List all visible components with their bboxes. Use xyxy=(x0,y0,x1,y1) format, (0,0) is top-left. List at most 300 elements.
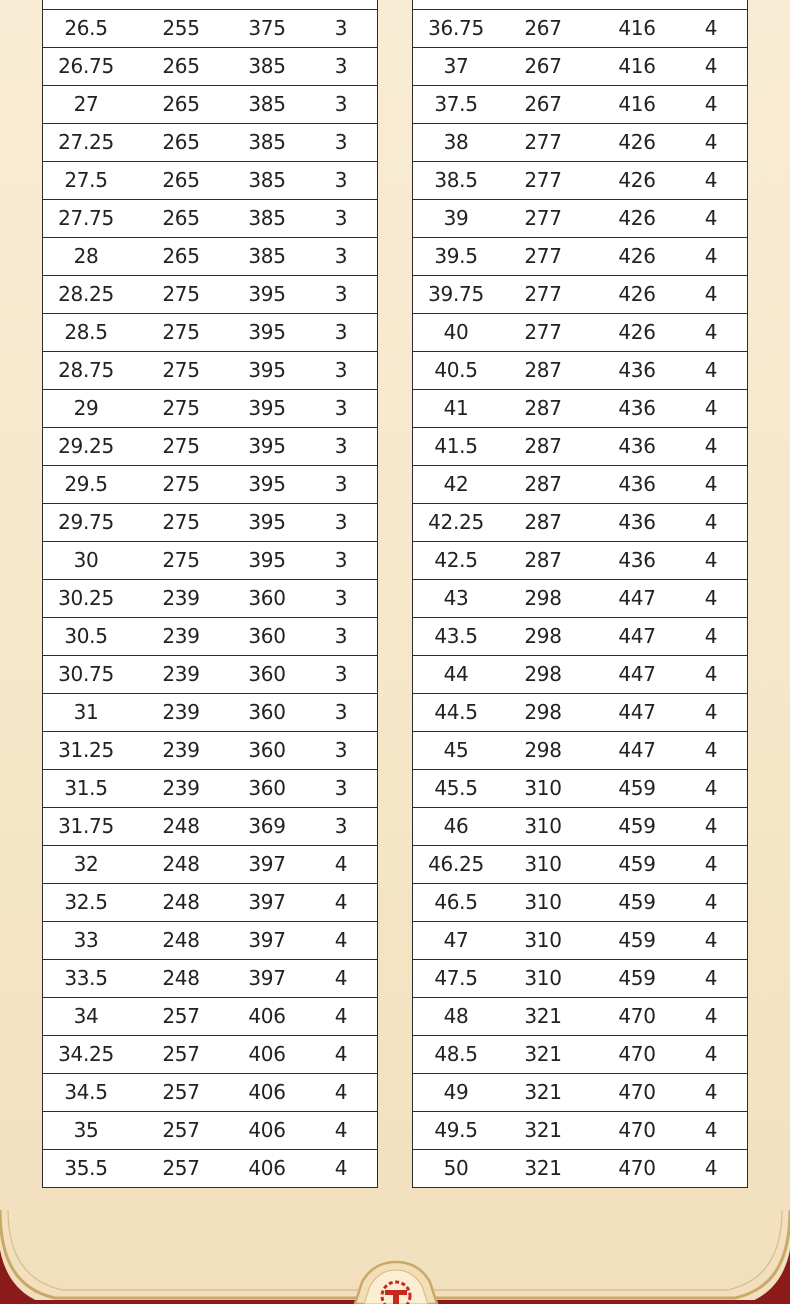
table-row xyxy=(413,883,747,921)
table-cell: 395 xyxy=(248,358,286,382)
table-cell: 447 xyxy=(618,738,656,762)
table-cell: 4 xyxy=(334,890,348,914)
table-cell: 3 xyxy=(334,776,348,800)
table-row xyxy=(413,541,747,579)
table-cell: 42.25 xyxy=(428,510,484,534)
table-cell: 3 xyxy=(334,662,348,686)
table-cell: 275 xyxy=(162,396,200,420)
table-cell: 385 xyxy=(248,168,286,192)
table-cell: 321 xyxy=(524,1042,562,1066)
table-cell: 257 xyxy=(162,1118,200,1142)
table-cell: 40 xyxy=(443,320,469,344)
table-cell: 257 xyxy=(162,1080,200,1104)
table-row xyxy=(413,959,747,997)
table-cell: 30.75 xyxy=(58,662,114,686)
table-cell: 47 xyxy=(443,928,469,952)
table-cell: 265 xyxy=(162,130,200,154)
table-row xyxy=(43,769,377,807)
table-cell: 277 xyxy=(524,206,562,230)
table-cell: 298 xyxy=(524,738,562,762)
table-cell: 426 xyxy=(618,130,656,154)
table-row xyxy=(413,655,747,693)
table-row xyxy=(413,351,747,389)
table-cell: 4 xyxy=(334,1080,348,1104)
table-cell: 426 xyxy=(618,168,656,192)
table-cell: 436 xyxy=(618,396,656,420)
table-cell: 416 xyxy=(618,16,656,40)
table-cell: 395 xyxy=(248,472,286,496)
table-cell: 447 xyxy=(618,624,656,648)
table-cell: 4 xyxy=(704,586,718,610)
table-cell: 3 xyxy=(334,130,348,154)
table-cell: 44.5 xyxy=(434,700,478,724)
table-cell: 239 xyxy=(162,624,200,648)
table-cell: 265 xyxy=(162,54,200,78)
table-cell: 248 xyxy=(162,814,200,838)
table-row xyxy=(413,617,747,655)
table-row xyxy=(43,617,377,655)
table-row xyxy=(43,883,377,921)
table-row xyxy=(413,807,747,845)
table-cell: 459 xyxy=(618,966,656,990)
table-cell: 470 xyxy=(618,1004,656,1028)
table-row xyxy=(43,1073,377,1111)
table-cell: 275 xyxy=(162,548,200,572)
table-cell: 436 xyxy=(618,358,656,382)
table-cell: 37.5 xyxy=(434,92,478,116)
table-cell: 4 xyxy=(704,776,718,800)
table-row xyxy=(413,921,747,959)
table-cell: 48 xyxy=(443,1004,469,1028)
table-cell: 31.5 xyxy=(64,776,108,800)
table-row xyxy=(43,921,377,959)
table-cell: 26.5 xyxy=(64,16,108,40)
table-row xyxy=(413,1035,747,1073)
table-cell: 385 xyxy=(248,54,286,78)
table-cell: 4 xyxy=(334,852,348,876)
table-cell: 277 xyxy=(524,320,562,344)
table-cell: 406 xyxy=(248,1156,286,1180)
table-cell: 459 xyxy=(618,776,656,800)
table-cell: 397 xyxy=(248,966,286,990)
table-cell: 459 xyxy=(618,852,656,876)
table-cell: 470 xyxy=(618,1080,656,1104)
table-cell: 321 xyxy=(524,1156,562,1180)
table-cell: 397 xyxy=(248,928,286,952)
table-cell: 4 xyxy=(704,662,718,686)
table-cell: 447 xyxy=(618,700,656,724)
table-cell: 27.5 xyxy=(64,168,108,192)
table-cell: 3 xyxy=(334,244,348,268)
table-row xyxy=(43,85,377,123)
table-cell: 239 xyxy=(162,776,200,800)
table-cell: 406 xyxy=(248,1080,286,1104)
table-cell: 248 xyxy=(162,966,200,990)
table-row xyxy=(43,389,377,427)
table-cell: 310 xyxy=(524,852,562,876)
table-row xyxy=(413,161,747,199)
table-cell: 395 xyxy=(248,282,286,306)
table-cell: 265 xyxy=(162,206,200,230)
table-cell: 39 xyxy=(443,206,469,230)
table-cell: 287 xyxy=(524,396,562,420)
table-cell: 4 xyxy=(704,16,718,40)
table-row xyxy=(43,9,377,47)
table-cell: 257 xyxy=(162,1004,200,1028)
table-cell: 4 xyxy=(704,1080,718,1104)
table-cell: 385 xyxy=(248,130,286,154)
table-cell: 275 xyxy=(162,358,200,382)
table-cell: 287 xyxy=(524,358,562,382)
table-cell: 267 xyxy=(524,16,562,40)
size-table-left xyxy=(42,0,378,1188)
table-cell: 3 xyxy=(334,700,348,724)
table-cell: 30 xyxy=(73,548,99,572)
table-cell: 321 xyxy=(524,1118,562,1142)
table-cell: 385 xyxy=(248,244,286,268)
table-cell: 35.5 xyxy=(64,1156,108,1180)
table-row xyxy=(413,9,747,47)
table-row xyxy=(413,503,747,541)
table-row xyxy=(43,123,377,161)
table-row xyxy=(413,845,747,883)
table-row xyxy=(43,655,377,693)
table-cell: 4 xyxy=(704,1118,718,1142)
table-cell: 277 xyxy=(524,244,562,268)
table-cell: 447 xyxy=(618,662,656,686)
table-cell: 34.5 xyxy=(64,1080,108,1104)
table-cell: 3 xyxy=(334,92,348,116)
size-table-right xyxy=(412,0,748,1188)
table-cell: 267 xyxy=(524,54,562,78)
table-cell: 39.5 xyxy=(434,244,478,268)
table-row xyxy=(43,199,377,237)
table-cell: 34 xyxy=(73,1004,99,1028)
table-cell: 27.25 xyxy=(58,130,114,154)
table-cell: 4 xyxy=(334,1042,348,1066)
table-cell: 4 xyxy=(704,206,718,230)
table-cell: 4 xyxy=(704,396,718,420)
table-row xyxy=(43,237,377,275)
table-cell: 360 xyxy=(248,586,286,610)
table-cell: 46.5 xyxy=(434,890,478,914)
table-cell: 257 xyxy=(162,1042,200,1066)
table-cell: 29.75 xyxy=(58,510,114,534)
table-cell: 239 xyxy=(162,586,200,610)
table-cell: 48.5 xyxy=(434,1042,478,1066)
table-cell: 3 xyxy=(334,282,348,306)
table-cell: 50 xyxy=(443,1156,469,1180)
table-cell: 3 xyxy=(334,320,348,344)
table-cell: 49 xyxy=(443,1080,469,1104)
table-cell: 4 xyxy=(704,168,718,192)
table-cell: 3 xyxy=(334,472,348,496)
table-cell: 275 xyxy=(162,282,200,306)
table-cell: 3 xyxy=(334,738,348,762)
table-cell: 275 xyxy=(162,472,200,496)
table-cell: 3 xyxy=(334,548,348,572)
table-cell: 40.5 xyxy=(434,358,478,382)
table-cell: 470 xyxy=(618,1156,656,1180)
table-row xyxy=(413,997,747,1035)
table-cell: 395 xyxy=(248,548,286,572)
table-cell: 4 xyxy=(704,548,718,572)
table-cell: 38.5 xyxy=(434,168,478,192)
table-cell: 4 xyxy=(704,890,718,914)
table-cell: 395 xyxy=(248,396,286,420)
table-cell: 47.5 xyxy=(434,966,478,990)
decorative-frame xyxy=(0,1180,790,1304)
table-cell: 4 xyxy=(704,320,718,344)
table-cell: 426 xyxy=(618,244,656,268)
table-cell: 310 xyxy=(524,966,562,990)
table-top-edge xyxy=(43,0,377,9)
table-cell: 406 xyxy=(248,1042,286,1066)
table-row xyxy=(413,1111,747,1149)
table-cell: 275 xyxy=(162,434,200,458)
table-cell: 385 xyxy=(248,92,286,116)
table-cell: 248 xyxy=(162,890,200,914)
table-cell: 3 xyxy=(334,510,348,534)
table-cell: 298 xyxy=(524,624,562,648)
table-cell: 4 xyxy=(704,1156,718,1180)
table-cell: 3 xyxy=(334,624,348,648)
table-cell: 4 xyxy=(334,1118,348,1142)
table-row xyxy=(413,731,747,769)
table-row xyxy=(43,579,377,617)
table-cell: 426 xyxy=(618,320,656,344)
table-cell: 416 xyxy=(618,92,656,116)
table-cell: 360 xyxy=(248,738,286,762)
table-cell: 360 xyxy=(248,662,286,686)
table-cell: 3 xyxy=(334,814,348,838)
table-cell: 267 xyxy=(524,92,562,116)
table-row xyxy=(43,731,377,769)
table-cell: 4 xyxy=(704,92,718,116)
table-cell: 28.25 xyxy=(58,282,114,306)
gear-badge-logo xyxy=(355,1262,437,1304)
table-cell: 298 xyxy=(524,586,562,610)
table-row xyxy=(413,769,747,807)
table-cell: 4 xyxy=(704,358,718,382)
table-cell: 4 xyxy=(334,966,348,990)
table-row xyxy=(43,959,377,997)
table-cell: 31 xyxy=(73,700,99,724)
table-cell: 416 xyxy=(618,54,656,78)
table-row xyxy=(43,1111,377,1149)
table-cell: 28.75 xyxy=(58,358,114,382)
table-cell: 3 xyxy=(334,396,348,420)
table-row xyxy=(413,47,747,85)
table-cell: 29 xyxy=(73,396,99,420)
table-cell: 298 xyxy=(524,700,562,724)
table-cell: 33 xyxy=(73,928,99,952)
table-cell: 459 xyxy=(618,928,656,952)
table-cell: 4 xyxy=(704,282,718,306)
table-cell: 30.5 xyxy=(64,624,108,648)
table-row xyxy=(43,693,377,731)
table-cell: 4 xyxy=(704,54,718,78)
table-row xyxy=(43,541,377,579)
table-cell: 39.75 xyxy=(428,282,484,306)
table-cell: 4 xyxy=(704,738,718,762)
table-cell: 30.25 xyxy=(58,586,114,610)
table-cell: 397 xyxy=(248,890,286,914)
table-cell: 447 xyxy=(618,586,656,610)
table-cell: 4 xyxy=(704,472,718,496)
table-row xyxy=(413,123,747,161)
table-cell: 360 xyxy=(248,624,286,648)
table-cell: 287 xyxy=(524,434,562,458)
table-cell: 4 xyxy=(704,510,718,534)
table-row xyxy=(413,237,747,275)
table-cell: 28 xyxy=(73,244,99,268)
table-cell: 239 xyxy=(162,700,200,724)
table-cell: 28.5 xyxy=(64,320,108,344)
table-row xyxy=(43,47,377,85)
table-cell: 33.5 xyxy=(64,966,108,990)
table-cell: 277 xyxy=(524,282,562,306)
table-cell: 239 xyxy=(162,662,200,686)
table-cell: 287 xyxy=(524,472,562,496)
table-cell: 275 xyxy=(162,320,200,344)
table-row xyxy=(43,427,377,465)
table-cell: 248 xyxy=(162,928,200,952)
table-cell: 4 xyxy=(704,814,718,838)
table-cell: 277 xyxy=(524,168,562,192)
table-cell: 43.5 xyxy=(434,624,478,648)
table-cell: 248 xyxy=(162,852,200,876)
table-cell: 3 xyxy=(334,206,348,230)
table-cell: 4 xyxy=(704,700,718,724)
table-cell: 3 xyxy=(334,168,348,192)
table-cell: 45 xyxy=(443,738,469,762)
table-cell: 43 xyxy=(443,586,469,610)
table-cell: 3 xyxy=(334,16,348,40)
table-row xyxy=(43,465,377,503)
table-cell: 4 xyxy=(704,928,718,952)
table-cell: 321 xyxy=(524,1080,562,1104)
table-cell: 265 xyxy=(162,92,200,116)
table-cell: 31.75 xyxy=(58,814,114,838)
table-cell: 257 xyxy=(162,1156,200,1180)
table-cell: 470 xyxy=(618,1042,656,1066)
table-row xyxy=(413,275,747,313)
table-cell: 35 xyxy=(73,1118,99,1142)
table-cell: 4 xyxy=(704,966,718,990)
table-cell: 3 xyxy=(334,586,348,610)
table-cell: 46.25 xyxy=(428,852,484,876)
table-cell: 360 xyxy=(248,700,286,724)
table-cell: 27.75 xyxy=(58,206,114,230)
table-cell: 406 xyxy=(248,1004,286,1028)
table-cell: 395 xyxy=(248,320,286,344)
table-cell: 4 xyxy=(334,1004,348,1028)
table-cell: 287 xyxy=(524,510,562,534)
table-row xyxy=(413,1073,747,1111)
table-cell: 459 xyxy=(618,814,656,838)
table-cell: 426 xyxy=(618,206,656,230)
table-cell: 310 xyxy=(524,928,562,952)
table-cell: 287 xyxy=(524,548,562,572)
table-cell: 32.5 xyxy=(64,890,108,914)
table-cell: 321 xyxy=(524,1004,562,1028)
table-row xyxy=(43,161,377,199)
table-cell: 470 xyxy=(618,1118,656,1142)
table-cell: 37 xyxy=(443,54,469,78)
table-cell: 36.75 xyxy=(428,16,484,40)
table-cell: 277 xyxy=(524,130,562,154)
table-cell: 436 xyxy=(618,434,656,458)
table-cell: 4 xyxy=(704,1004,718,1028)
table-cell: 375 xyxy=(248,16,286,40)
table-cell: 42 xyxy=(443,472,469,496)
table-top-edge xyxy=(413,0,747,9)
table-cell: 426 xyxy=(618,282,656,306)
table-cell: 42.5 xyxy=(434,548,478,572)
table-cell: 4 xyxy=(704,434,718,458)
table-cell: 45.5 xyxy=(434,776,478,800)
table-cell: 360 xyxy=(248,776,286,800)
table-cell: 4 xyxy=(704,130,718,154)
table-row xyxy=(413,579,747,617)
table-cell: 26.75 xyxy=(58,54,114,78)
table-row xyxy=(413,313,747,351)
table-row xyxy=(413,465,747,503)
table-cell: 406 xyxy=(248,1118,286,1142)
table-row xyxy=(413,85,747,123)
table-row xyxy=(413,427,747,465)
table-cell: 31.25 xyxy=(58,738,114,762)
table-row xyxy=(43,845,377,883)
table-cell: 275 xyxy=(162,510,200,534)
table-row xyxy=(43,351,377,389)
table-cell: 29.25 xyxy=(58,434,114,458)
table-cell: 4 xyxy=(704,852,718,876)
table-row xyxy=(43,275,377,313)
table-cell: 44 xyxy=(443,662,469,686)
table-row xyxy=(43,503,377,541)
table-cell: 4 xyxy=(334,928,348,952)
table-cell: 436 xyxy=(618,472,656,496)
table-row xyxy=(43,1035,377,1073)
table-cell: 385 xyxy=(248,206,286,230)
table-row xyxy=(413,199,747,237)
table-cell: 255 xyxy=(162,16,200,40)
table-row xyxy=(413,693,747,731)
table-cell: 3 xyxy=(334,434,348,458)
table-cell: 310 xyxy=(524,890,562,914)
table-cell: 4 xyxy=(704,244,718,268)
table-cell: 310 xyxy=(524,814,562,838)
table-cell: 4 xyxy=(334,1156,348,1180)
table-row xyxy=(43,313,377,351)
table-cell: 436 xyxy=(618,548,656,572)
table-cell: 310 xyxy=(524,776,562,800)
table-cell: 34.25 xyxy=(58,1042,114,1066)
table-cell: 41 xyxy=(443,396,469,420)
table-cell: 4 xyxy=(704,624,718,648)
table-row xyxy=(413,389,747,427)
table-cell: 32 xyxy=(73,852,99,876)
table-cell: 3 xyxy=(334,358,348,382)
table-cell: 4 xyxy=(704,1042,718,1066)
table-cell: 27 xyxy=(73,92,99,116)
table-cell: 397 xyxy=(248,852,286,876)
table-cell: 265 xyxy=(162,168,200,192)
table-cell: 38 xyxy=(443,130,469,154)
table-cell: 369 xyxy=(248,814,286,838)
